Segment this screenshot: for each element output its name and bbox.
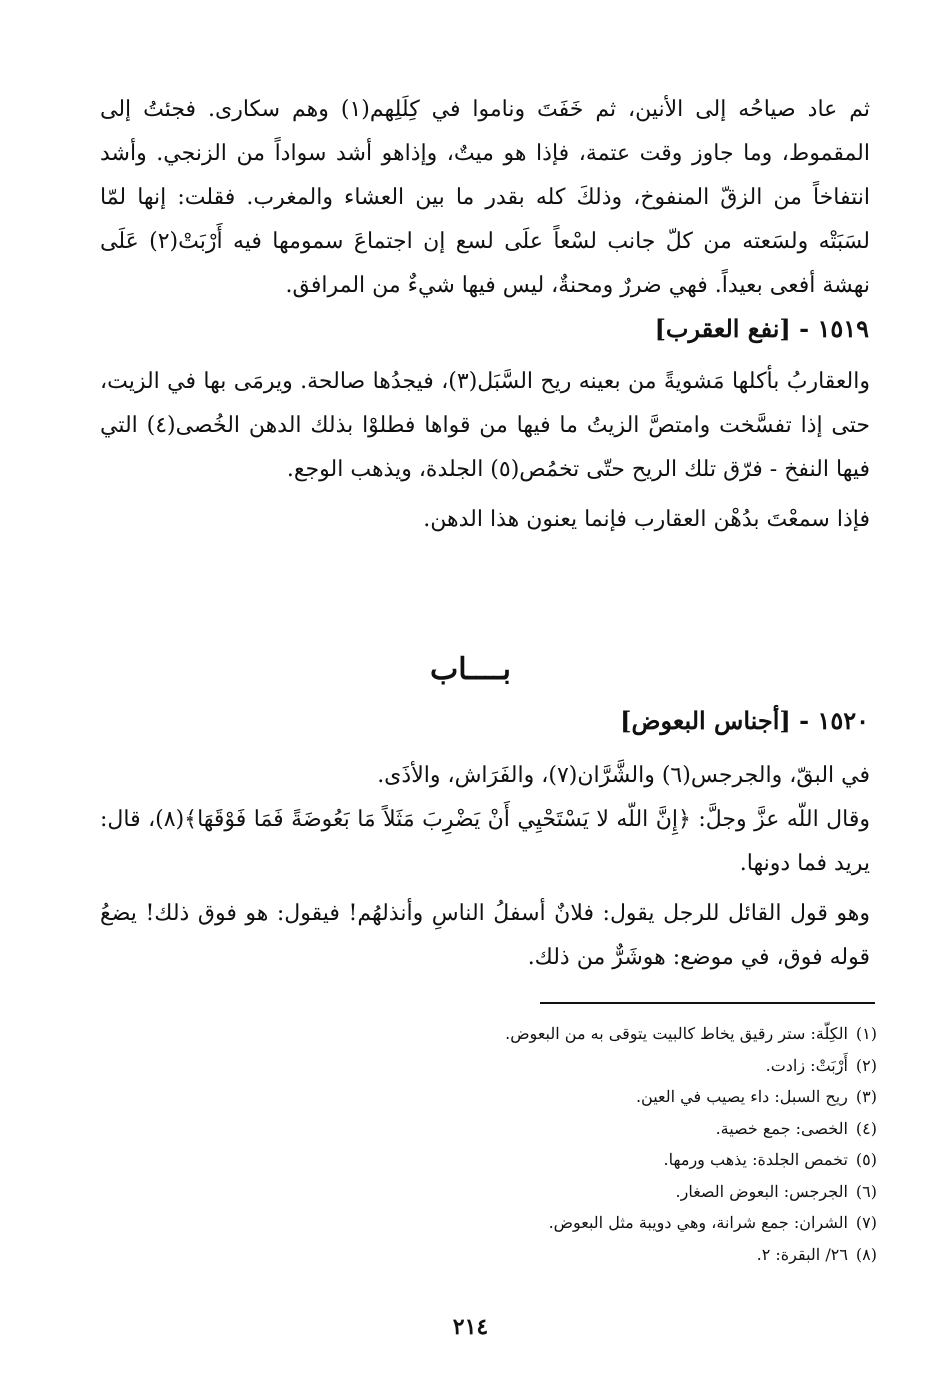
footnote-text: تخمص الجلدة: يذهب ورمها. (663, 1150, 848, 1169)
footnote-number: (٤) (855, 1118, 877, 1138)
footnote (77, 1081, 877, 1113)
footnote-separator (540, 1002, 875, 1004)
footnote (77, 1018, 877, 1050)
footnote-text: الكِلّة: ستر رقيق يخاط كالبيت يتوقى به من البعوض. (505, 1024, 848, 1043)
footnote (77, 1144, 877, 1176)
footnote-number: (٥) (855, 1150, 877, 1169)
footnote-number: (٦) (855, 1181, 877, 1201)
paragraph: وقال اللّه عزَّ وجلَّ: ﴿إِنَّ اللّه لا يَسْتَحْيِي أَنْ يَضْرِبَ مَثَلاً مَا بَعُوضَةً فَمَا فَوْقَهَا﴾(٨)، قال: يريد فما دونها. (100, 807, 870, 876)
page-number: ٢١٤ (452, 1314, 489, 1340)
footnote-number: (٢) (855, 1055, 877, 1075)
footnote (77, 1239, 877, 1271)
footnote-text: الجرجس: البعوض الصغار. (675, 1181, 848, 1201)
footnote-text: ريح السبل: داء يصيب في العين. (635, 1087, 848, 1106)
footnote-text: الشران: جمع شرانة، وهي دويبة مثل البعوض. (548, 1213, 848, 1232)
footnote-number: (٧) (855, 1213, 877, 1232)
paragraph: فإذا سمعْتَ بدُهْن العقارب فإنما يعنون هذا الدهن. (423, 507, 870, 532)
section-heading-1519: ١٥١٩ - [نفع العقرب] (654, 314, 869, 343)
paragraph-group-a (100, 88, 870, 308)
paragraph-group-c (100, 754, 870, 980)
paragraph: وهو قول القائل للرجل يقول: فلانٌ أسفلُ الناسِ وأنذلهُم! فيقول: هو فوق ذلك! يضعُ قوله فوق، في موضع: هوشَرٌّ من ذلك. (100, 901, 870, 970)
footnote-text: الخصى: جمع خصية. (715, 1118, 848, 1138)
footnote-number: (١) (855, 1024, 877, 1043)
chapter-title: بــــاب (430, 652, 511, 687)
footnote (77, 1113, 877, 1145)
footnote (77, 1207, 877, 1239)
section-heading-1520: ١٥٢٠ - [أجناس البعوض] (620, 706, 869, 735)
paragraph: والعقاربُ بأكلها مَشويةً من بعينه ريح السَّبَل(٣)، فيجدُها صالحة. ويرمَى بها في الزيت، حتى إذا تفسَّخت وامتصَّ الزيتُ ما فيها من قواها فطلوْا بذلك الدهن الخُصى(٤) التي فيها النفخ - فرّق تلك الريح حتّى تخمُص(٥) الجلدة، ويذهب الوجع. (100, 369, 870, 482)
footnote (77, 1176, 877, 1208)
paragraph: في البقّ، والجرجس(٦) والشَّرَّان(٧)، والفَرَاش، والأذَى. (377, 763, 870, 788)
footnote-text: أَرْبَتْ: زادت. (765, 1055, 848, 1075)
footnote-number: (٣) (855, 1087, 877, 1106)
footnote-number: (٨) (855, 1244, 877, 1264)
footnote (77, 1050, 877, 1082)
paragraph-group-b (100, 360, 870, 542)
paragraph: ثم عاد صياحُه إلى الأنين، ثم خَفَتَ وناموا في كِلَلِهم(١) وهم سكارى. فجئتُ إلى المقموط، وما جاوز وقت عتمة، فإذا هو ميتٌ، وإذاهو أشد سواداً من الزنجي. وأشد انتفاخاً من الزقّ المنفوخ، وذلكَ كله بقدر ما بين العشاء والمغرب. فقلت: إنها لمّا لسَبَتْه ولسَعته من كلّ جانب لسْعاً علَى لسع إن اجتماعَ سمومها فيه أَرْبَتْ(٢) عَلَى نهشة أفعى بعيداً. فهي ضررٌ ومحنةٌ، ليس فيها شيءٌ من المرافق. (100, 97, 870, 298)
footnote-text: ٢٦/ البقرة: ٢. (756, 1244, 848, 1264)
footnotes (77, 1018, 877, 1270)
